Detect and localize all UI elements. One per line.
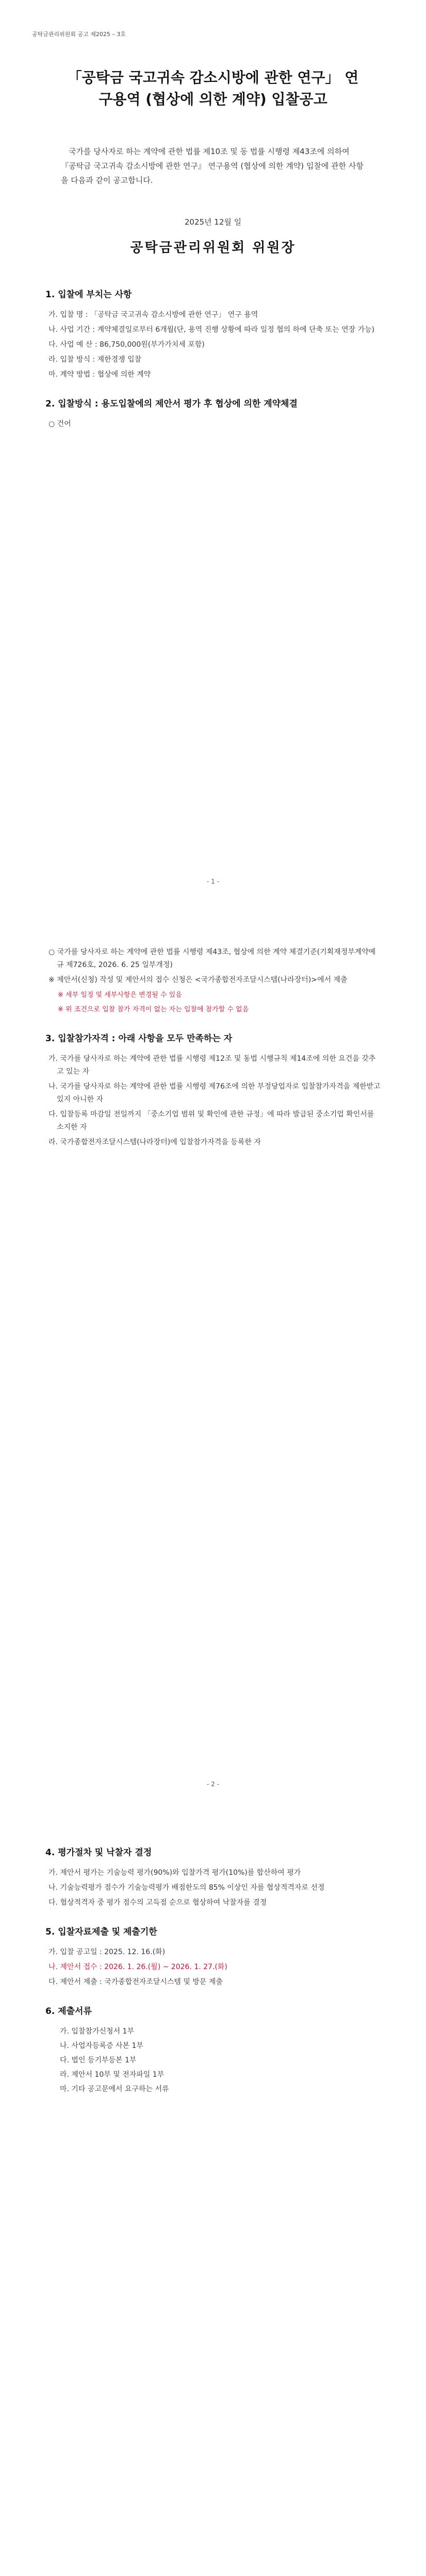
page-2 — [0, 903, 426, 1805]
page-1 — [0, 0, 426, 903]
intro-paragraph: 국가를 당사자로 하는 계약에 관한 법률 제10조 및 동 법률 시행령 제43조에 의하여 『공탁금 국고귀속 감소시방에 관한 연구』 연구용역 (협상에 의한 계약) 입찰에 관한 사항을 다음과 같이 공고합니다. — [61, 147, 364, 185]
section-heading: 1. 입찰에 부치는 사항 — [45, 290, 132, 300]
document-title: 「공탁금 국고귀속 감소시방에 관한 연구」 연구용역 (협상에 의한 계약) 입찰공고 — [67, 69, 359, 108]
section-item: ○ 국가를 당사자로 하는 계약에 관한 법률 시행령 제43조, 협상에 의한 계약 체결기준(기획재정부계약예규 제726호, 2026. 6. 25 일부개정) — [48, 948, 376, 969]
section-item: 다. 입찰등록 마감일 전일까지 「중소기업 범위 및 확인에 관한 규정」에 따라 발급된 중소기업 확인서를 소지한 자 — [48, 1110, 374, 1131]
section-heading: 2. 입찰방식 : 용도입찰에의 제안서 평가 후 협상에 의한 계약체결 — [45, 399, 298, 409]
section-heading: 6. 제출서류 — [45, 2006, 92, 2016]
section-item: 가. 입찰 명 : 「공탁금 국고귀속 감소시방에 관한 연구」 연구 용역 — [48, 311, 258, 319]
page-1-content — [45, 289, 381, 433]
section-item: 다. 법인 등기부등본 1부 — [60, 2056, 137, 2064]
section-item: 라. 입찰 방식 : 제한경쟁 입찰 — [48, 355, 142, 364]
issuing-organization: 공탁금관리위원회 위원장 — [130, 240, 296, 256]
section-item: 다. 제안서 제출 : 국가종합전자조달시스템 및 방문 제출 — [48, 1978, 223, 1986]
note-text: ※ 세부 일정 및 세부사항은 변경될 수 있음 — [58, 991, 182, 999]
section-item: 다. 협상적격자 중 평가 점수의 고득점 순으로 협상하여 낙찰자를 결정 — [48, 1899, 267, 1907]
section-heading: 4. 평가절차 및 낙찰자 결정 — [45, 1848, 152, 1858]
section-item: 가. 입찰참가신청서 1부 — [60, 2027, 134, 2036]
section-item: 가. 제안서 평가는 기술능력 평가(90%)와 입찰가격 평가(10%)를 합산하여 평가 — [48, 1869, 301, 1877]
notice-date: 2025년 12월 일 — [184, 217, 242, 227]
note-text: ※ 위 조건으로 입찰 참가 자격이 없는 자는 입찰에 참가할 수 없음 — [58, 1006, 249, 1013]
section-item: 나. 기술능력평가 점수가 기술능력평가 배점한도의 85% 이상인 자를 협상적격자로 선정 — [48, 1884, 325, 1892]
section-item: 라. 제안서 10부 및 전자파일 1부 — [60, 2071, 165, 2079]
section-item: 나. 제안서 접수 : 2026. 1. 26.(월) ~ 2026. 1. 27.(화) — [48, 1963, 227, 1971]
section-item: 가. 국가를 당사자로 하는 계약에 관한 법률 시행령 제12조 및 동법 시행규칙 제14조에 의한 요건을 갖추고 있는 자 — [48, 1055, 376, 1076]
notice-code: 공탁금관리위원회 공고 제2025 – 3호 — [32, 31, 126, 38]
page-2-content — [45, 944, 381, 1151]
page-3 — [0, 1805, 426, 2576]
section-item: 나. 국가를 당사자로 하는 계약에 관한 법률 시행령 제76조에 의한 부정당업자로 입찰참가자격을 제한받고 있지 아니한 자 — [48, 1082, 381, 1104]
section-item: 나. 사업자등록증 사본 1부 — [60, 2042, 143, 2050]
section-item: 마. 기타 공고문에서 요구하는 서류 — [60, 2085, 169, 2093]
section-item: 마. 계약 방법 : 협상에 의한 계약 — [48, 370, 151, 379]
section-item: 다. 사업 예 산 : 86,750,000원(부가가치세 포함) — [48, 341, 205, 349]
page-3-content — [45, 1846, 381, 2097]
section-item: 가. 입찰 공고일 : 2025. 12. 16.(화) — [48, 1948, 166, 1956]
section-item: ○ 건어 — [48, 420, 71, 428]
page-number: - 1 - — [207, 878, 219, 885]
section-item: ※ 제안서(신청) 작성 및 제안서의 접수 신청은 <국가종합전자조달시스템(나라장터)>에서 제출 — [48, 976, 348, 984]
section-heading: 5. 입찰자료제출 및 제출기한 — [45, 1927, 157, 1937]
section-item: 라. 국가종합전자조달시스템(나라장터)에 입찰참가자격을 등록한 자 — [48, 1138, 261, 1146]
page-number: - 2 - — [207, 1781, 219, 1788]
section-item: 나. 사업 기간 : 계약체결일로부터 6개월(단, 용역 진행 상황에 따라 일정 협의 하에 단축 또는 연장 가능) — [48, 326, 375, 334]
section-heading: 3. 입찰참가자격 : 아래 사항을 모두 만족하는 자 — [45, 1033, 233, 1044]
